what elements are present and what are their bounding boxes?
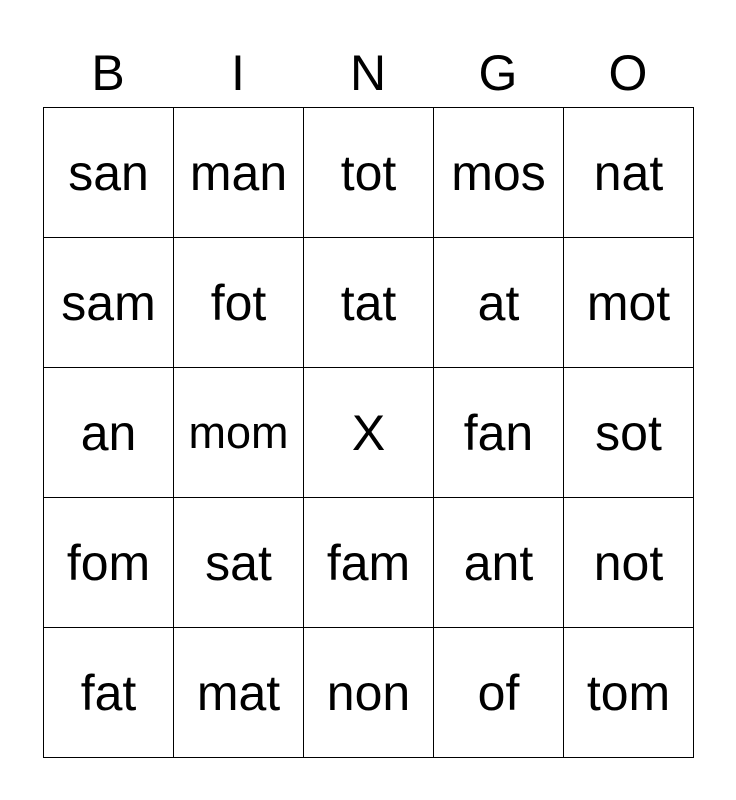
bingo-cell[interactable]: nat <box>564 108 694 238</box>
bingo-cell[interactable]: mot <box>564 238 694 368</box>
header-letter-n: N <box>349 45 387 101</box>
bingo-cell[interactable]: san <box>44 108 174 238</box>
bingo-cell[interactable]: an <box>44 368 174 498</box>
bingo-cell[interactable]: fam <box>304 498 434 628</box>
bingo-cell[interactable]: fan <box>434 368 564 498</box>
header-letter-b: B <box>91 45 125 101</box>
bingo-board <box>43 107 694 758</box>
bingo-cell[interactable]: fat <box>44 628 174 758</box>
free-space-cell[interactable]: X <box>304 368 434 498</box>
bingo-cell[interactable]: mom <box>174 368 304 498</box>
header-letter-g: G <box>478 45 518 101</box>
bingo-cell[interactable]: sat <box>174 498 304 628</box>
bingo-cell[interactable]: fom <box>44 498 174 628</box>
bingo-cell[interactable]: man <box>174 108 304 238</box>
header-letter-i: I <box>231 45 245 101</box>
bingo-cell[interactable]: mat <box>174 628 304 758</box>
bingo-cell[interactable]: not <box>564 498 694 628</box>
bingo-cell[interactable]: tom <box>564 628 694 758</box>
bingo-cell[interactable]: tot <box>304 108 434 238</box>
bingo-cell[interactable]: fot <box>174 238 304 368</box>
header-letter-o: O <box>608 45 648 101</box>
bingo-cell[interactable]: at <box>434 238 564 368</box>
bingo-cell[interactable]: ant <box>434 498 564 628</box>
bingo-header <box>43 40 693 106</box>
bingo-cell[interactable]: sam <box>44 238 174 368</box>
bingo-cell[interactable]: tat <box>304 238 434 368</box>
bingo-cell[interactable]: sot <box>564 368 694 498</box>
bingo-cell[interactable]: non <box>304 628 434 758</box>
bingo-cell[interactable]: mos <box>434 108 564 238</box>
bingo-cell[interactable]: of <box>434 628 564 758</box>
